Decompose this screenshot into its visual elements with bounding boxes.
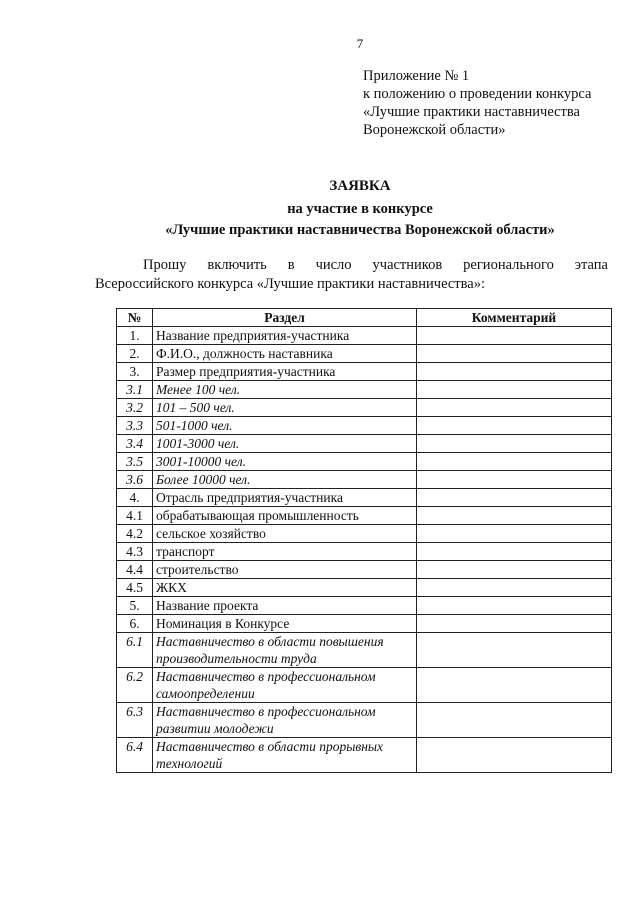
document-subtitle: на участие в конкурсе (287, 201, 433, 217)
row-number: 2. (117, 345, 153, 363)
row-section: ЖКХ (153, 579, 417, 597)
row-comment-cell[interactable] (417, 561, 612, 579)
table-row (117, 597, 612, 615)
row-comment-cell[interactable] (417, 738, 612, 773)
row-section: Отрасль предприятия-участника (153, 489, 417, 507)
row-comment-cell[interactable] (417, 525, 612, 543)
row-comment-cell[interactable] (417, 597, 612, 615)
row-section: Название предприятия-участника (153, 327, 417, 345)
row-number: 6.2 (117, 668, 153, 703)
request-line: Всероссийского конкурса «Лучшие практики наставничества»: (95, 276, 486, 292)
row-comment-cell[interactable] (417, 399, 612, 417)
row-section: Ф.И.О., должность наставника (153, 345, 417, 363)
row-section: обрабатывающая промышленность (153, 507, 417, 525)
row-number: 6.3 (117, 703, 153, 738)
table-row (117, 417, 612, 435)
table-header-row (117, 309, 612, 327)
table-row (117, 471, 612, 489)
row-comment-cell[interactable] (417, 453, 612, 471)
table-row (117, 615, 612, 633)
application-table (116, 308, 612, 773)
row-comment-cell[interactable] (417, 435, 612, 453)
header-section: Раздел (153, 309, 417, 327)
header-number: № (117, 309, 153, 327)
row-section: Наставничество в области прорывных технологий (153, 738, 417, 773)
row-section: сельское хозяйство (153, 525, 417, 543)
row-comment-cell[interactable] (417, 543, 612, 561)
row-comment-cell[interactable] (417, 615, 612, 633)
table-row (117, 363, 612, 381)
page-number: 7 (356, 36, 364, 51)
row-section: строительство (153, 561, 417, 579)
row-number: 6.4 (117, 738, 153, 773)
table-row (117, 327, 612, 345)
table-row (117, 668, 612, 703)
row-comment-cell[interactable] (417, 363, 612, 381)
row-comment-cell[interactable] (417, 471, 612, 489)
row-section: Размер предприятия-участника (153, 363, 417, 381)
row-comment-cell[interactable] (417, 579, 612, 597)
row-section: 3001-10000 чел. (153, 453, 417, 471)
row-number: 4.4 (117, 561, 153, 579)
table-row (117, 543, 612, 561)
row-comment-cell[interactable] (417, 507, 612, 525)
row-comment-cell[interactable] (417, 633, 612, 668)
row-section: Более 10000 чел. (153, 471, 417, 489)
request-line: Прошу включить в число участников регионального этапа (143, 257, 608, 273)
table-row (117, 381, 612, 399)
request-paragraph (95, 256, 608, 294)
row-number: 3.3 (117, 417, 153, 435)
row-number: 3.5 (117, 453, 153, 471)
row-number: 1. (117, 327, 153, 345)
table-row (117, 435, 612, 453)
table-row (117, 525, 612, 543)
row-comment-cell[interactable] (417, 327, 612, 345)
row-comment-cell[interactable] (417, 381, 612, 399)
appendix-note (363, 67, 591, 139)
row-number: 3.4 (117, 435, 153, 453)
row-comment-cell[interactable] (417, 417, 612, 435)
row-section: Менее 100 чел. (153, 381, 417, 399)
contest-name: «Лучшие практики наставничества Воронежской области» (165, 222, 555, 238)
row-number: 3.1 (117, 381, 153, 399)
row-section: Название проекта (153, 597, 417, 615)
row-comment-cell[interactable] (417, 668, 612, 703)
table-row (117, 561, 612, 579)
table-row (117, 703, 612, 738)
table-row (117, 507, 612, 525)
row-number: 6.1 (117, 633, 153, 668)
row-number: 5. (117, 597, 153, 615)
row-section: 1001-3000 чел. (153, 435, 417, 453)
row-number: 4.5 (117, 579, 153, 597)
row-comment-cell[interactable] (417, 703, 612, 738)
row-section: 501-1000 чел. (153, 417, 417, 435)
row-number: 3.2 (117, 399, 153, 417)
row-section: 101 – 500 чел. (153, 399, 417, 417)
appendix-line: к положению о проведении конкурса (363, 86, 592, 102)
row-number: 4.3 (117, 543, 153, 561)
row-section: транспорт (153, 543, 417, 561)
table-row (117, 489, 612, 507)
row-number: 3. (117, 363, 153, 381)
table-row (117, 633, 612, 668)
row-number: 4.1 (117, 507, 153, 525)
appendix-line: «Лучшие практики наставничества (363, 104, 580, 120)
row-section: Наставничество в области повышения производительности труда (153, 633, 417, 668)
appendix-line: Приложение № 1 (363, 68, 470, 84)
row-section: Наставничество в профессиональном самоопределении (153, 668, 417, 703)
table-row (117, 738, 612, 773)
table-row (117, 345, 612, 363)
header-comment: Комментарий (417, 309, 612, 327)
table-row (117, 399, 612, 417)
table-row (117, 453, 612, 471)
row-number: 4. (117, 489, 153, 507)
table-row (117, 579, 612, 597)
row-comment-cell[interactable] (417, 345, 612, 363)
appendix-line: Воронежской области» (363, 122, 506, 138)
row-comment-cell[interactable] (417, 489, 612, 507)
row-section: Номинация в Конкурсе (153, 615, 417, 633)
row-number: 6. (117, 615, 153, 633)
row-number: 3.6 (117, 471, 153, 489)
row-section: Наставничество в профессиональном развитии молодежи (153, 703, 417, 738)
document-title: ЗАЯВКА (329, 178, 391, 194)
row-number: 4.2 (117, 525, 153, 543)
